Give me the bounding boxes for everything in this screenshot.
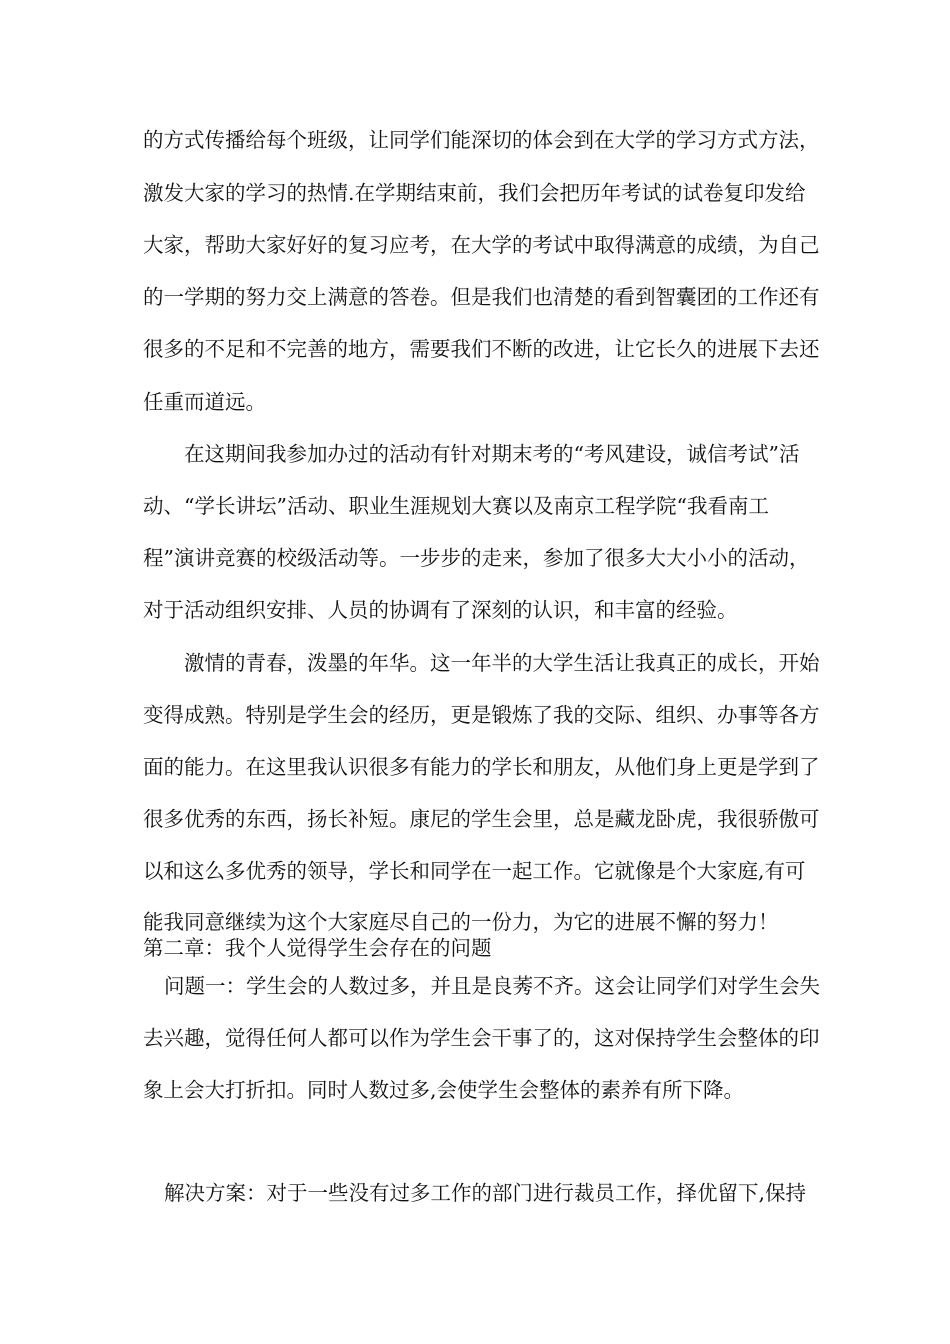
chapter-heading: 第二章：我个人觉得学生会存在的问题: [143, 936, 492, 960]
paragraph-2-line-3: 程”演讲竞赛的校级活动等。一步步的走来，参加了很多大大小小的活动，: [143, 546, 810, 570]
paragraph-1-line-3: 大家，帮助大家好好的复习应考，在大学的考试中取得满意的成绩，为自己: [143, 233, 820, 257]
problem-1-line-2: 去兴趣，觉得任何人都可以作为学生会干事了的，这对保持学生会整体的印: [143, 1026, 820, 1050]
paragraph-3-line-2: 变得成熟。特别是学生会的经历，更是锻炼了我的交际、组织、办事等各方: [143, 703, 820, 727]
paragraph-1-line-5: 很多的不足和不完善的地方，需要我们不断的改进，让它长久的进展下去还: [143, 337, 820, 361]
paragraph-2-line-2: 动、“学长讲坛”活动、职业生涯规划大赛以及南京工程学院“我看南工: [143, 494, 769, 518]
paragraph-1-line-4: 的一学期的努力交上满意的答卷。但是我们也清楚的看到智囊团的工作还有: [143, 285, 820, 309]
paragraph-3-line-5: 以和这么多优秀的领导，学长和同学在一起工作。它就像是个大家庭,有可: [143, 859, 806, 883]
paragraph-1-line-6: 任重而道远。: [143, 390, 266, 414]
paragraph-2-line-1: 在这期间我参加办过的活动有针对期末考的“考风建设，诚信考试”活: [184, 442, 800, 466]
paragraph-3-line-1: 激情的青春，泼墨的年华。这一年半的大学生活让我真正的成长，开始: [184, 651, 820, 675]
paragraph-1-line-1: 的方式传播给每个班级，让同学们能深切的体会到在大学的学习方式方法，: [143, 128, 820, 152]
paragraph-3-line-6: 能我同意继续为这个大家庭尽自己的一份力，为它的进展不懈的努力！: [143, 910, 779, 934]
paragraph-1-line-2: 激发大家的学习的热情.在学期结束前，我们会把历年考试的试卷复印发给: [143, 181, 806, 205]
paragraph-3-line-4: 很多优秀的东西，扬长补短。康尼的学生会里，总是藏龙卧虎，我很骄傲可: [143, 807, 820, 831]
problem-1-line-1: 问题一：学生会的人数过多，并且是良莠不齐。这会让同学们对学生会失: [164, 974, 820, 998]
paragraph-3-line-3: 面的能力。在这里我认识很多有能力的学长和朋友，从他们身上更是学到了: [143, 755, 820, 779]
solution-1-line-1: 解决方案：对于一些没有过多工作的部门进行裁员工作，择优留下,保持: [164, 1181, 807, 1205]
problem-1-line-3: 象上会大打折扣。同时人数过多,会使学生会整体的素养有所下降。: [143, 1078, 745, 1102]
paragraph-2-line-4: 对于活动组织安排、人员的协调有了深刻的认识，和丰富的经验。: [143, 598, 738, 622]
